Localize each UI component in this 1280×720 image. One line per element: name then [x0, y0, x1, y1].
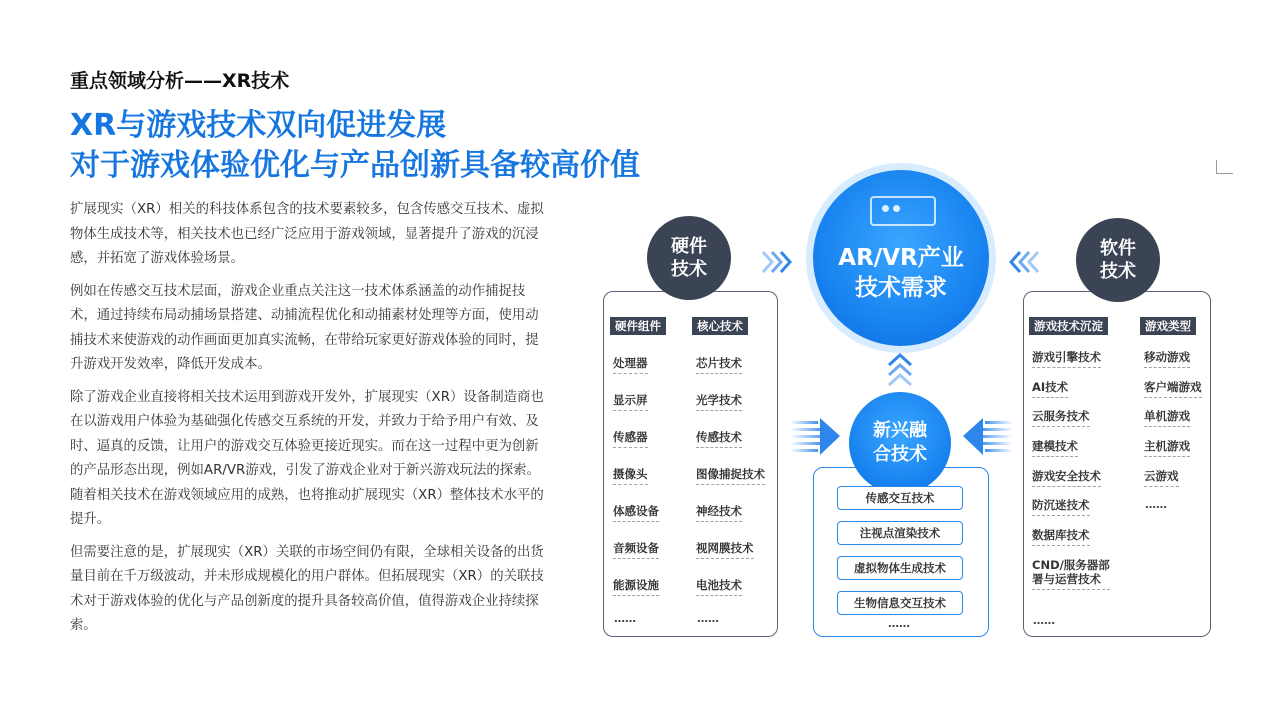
software-game-tech-item: 云服务技术 [1032, 409, 1090, 427]
emerging-more: …… [888, 617, 910, 630]
hardware-circle [647, 216, 731, 300]
hardware-core-item: 图像捕捉技术 [696, 467, 765, 485]
vr-headset-icon [870, 196, 936, 226]
software-game-tech-item: 游戏安全技术 [1032, 469, 1101, 487]
software-circle [1076, 218, 1160, 302]
paragraph: 扩展现实（XR）相关的科技体系包含的技术要素较多，包含传感交互技术、虚拟物体生成技术等，相关技术也已经广泛应用于游戏领域，显著提升了游戏的沉浸感，并拓宽了游戏体验场景。 [70, 202, 544, 266]
software-game-type-item: 单机游戏 [1144, 409, 1190, 427]
hardware-core-item: 光学技术 [696, 393, 742, 411]
paragraph: 例如在传感交互技术层面，游戏企业重点关注这一技术体系涵盖的动作捕捉技术，通过持续布局动捕场景搭建、动捕流程优化和动捕素材处理等方面，使用动捕技术来使游戏的动作画面更加真实流畅，在带给玩家更好游戏体验的同时，提升游戏开发效率，降低开发成本。 [70, 283, 539, 372]
arrow-software-to-center-icon [1011, 252, 1038, 272]
software-circle-label: 软件 技术 [1100, 238, 1136, 282]
software-game-tech-tag: 游戏技术沉淀 [1029, 317, 1108, 335]
arrow-hardware-to-emerging-icon [790, 418, 840, 455]
hardware-core-tech-tag: 核心技术 [692, 317, 748, 335]
paragraph: 除了游戏企业直接将相关技术运用到游戏开发外，扩展现实（XR）设备制造商也在以游戏用户体验为基础强化传感交互系统的开发，并致力于给予用户有效、及时、逼真的反馈，让用户的游戏交互体验更接近现实。而在这一过程中更为创新的产品形态出现，例如AR/VR游戏，引发了游戏企业对于新兴游戏玩法的探索。随着相关技术在游戏领域应用的成熟，也将推动扩展现实（XR）整体技术水平的提升。 [70, 389, 544, 527]
arrow-hardware-to-center-icon [763, 252, 790, 272]
software-game-type-item: 主机游戏 [1144, 439, 1190, 457]
hardware-components-tag: 硬件组件 [610, 317, 666, 335]
software-game-tech-item: CND/服务器部 署与运营技术 [1032, 558, 1110, 590]
software-game-tech-item: 游戏引擎技术 [1032, 350, 1101, 368]
hardware-component-item: 能源设施 [613, 578, 659, 596]
section-title: 重点领域分析——XR技术 [70, 70, 290, 92]
software-game-type-item: 移动游戏 [1144, 350, 1190, 368]
emerging-circle [849, 392, 951, 494]
software-game-type-item: 云游戏 [1144, 469, 1179, 487]
software-game-type-more: …… [1145, 498, 1167, 511]
hardware-circle-label: 硬件 技术 [671, 236, 707, 280]
software-game-type-item: 客户端游戏 [1144, 380, 1202, 398]
emerging-item: 生物信息交互技术 [837, 591, 963, 615]
hardware-component-item: 显示屏 [613, 393, 648, 411]
hardware-component-item: 传感器 [613, 430, 648, 448]
hardware-core-item: 传感技术 [696, 430, 742, 448]
software-game-tech-more: …… [1033, 614, 1055, 627]
headline-line-1: XR与游戏技术双向促进发展 [70, 108, 447, 143]
software-game-types-tag: 游戏类型 [1140, 317, 1196, 335]
hardware-component-item: 体感设备 [613, 504, 659, 522]
software-game-tech-item: 数据库技术 [1032, 528, 1090, 546]
arrow-emerging-to-center-icon [889, 355, 911, 385]
emerging-item: 注视点渲染技术 [837, 521, 963, 545]
emerging-circle-label: 新兴融 合技术 [873, 420, 927, 465]
hardware-component-item: 处理器 [613, 356, 648, 374]
arrow-software-to-emerging-icon [963, 418, 1013, 455]
software-game-tech-item: 建模技术 [1032, 439, 1078, 457]
software-game-tech-item: 防沉迷技术 [1032, 498, 1090, 516]
hardware-core-more: …… [697, 612, 719, 625]
hardware-component-item: 摄像头 [613, 467, 648, 485]
hardware-core-item: 芯片技术 [696, 356, 742, 374]
hardware-core-item: 电池技术 [696, 578, 742, 596]
headline-line-2: 对于游戏体验优化与产品创新具备较高价值 [70, 148, 640, 183]
hardware-core-item: 神经技术 [696, 504, 742, 522]
software-game-tech-item: AI技术 [1032, 380, 1068, 398]
hardware-component-item: 音频设备 [613, 541, 659, 559]
paragraph: 但需要注意的是，扩展现实（XR）关联的市场空间仍有限，全球相关设备的出货量目前在千万级波动，并未形成规模化的用户群体。但拓展现实（XR）的关联技术对于游戏体验的优化与产品创新度的提升具备较高价值，值得游戏企业持续探索。 [70, 544, 544, 633]
center-circle-label: AR/VR产业 技术需求 [838, 245, 964, 301]
emerging-item: 传感交互技术 [837, 486, 963, 510]
hardware-core-item: 视网膜技术 [696, 541, 754, 559]
hardware-component-more: …… [614, 612, 636, 625]
emerging-item: 虚拟物体生成技术 [837, 556, 963, 580]
